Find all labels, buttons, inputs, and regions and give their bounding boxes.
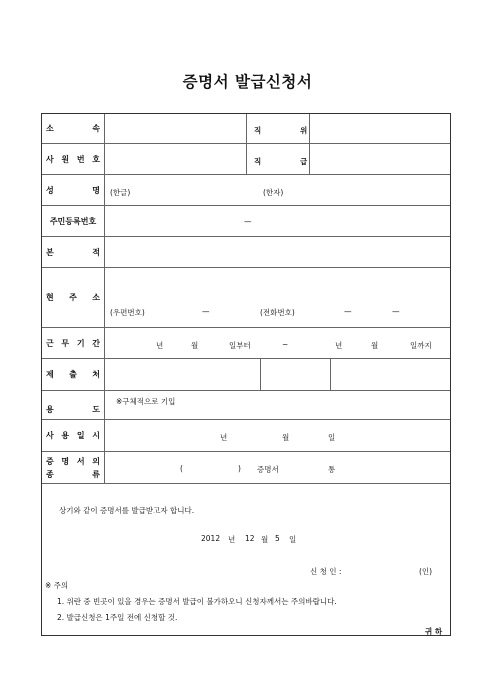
label-affiliation: 소 속	[42, 114, 105, 143]
work-from-day: 일부터	[229, 341, 251, 350]
postal-label: (우편번호)	[110, 308, 145, 317]
use-date-month: 월	[282, 433, 290, 442]
row-work-period	[42, 328, 450, 359]
row-name	[42, 175, 450, 206]
row-domicile	[42, 237, 450, 268]
label-submit-to: 제 출 처	[42, 359, 105, 390]
date-day-unit: 일	[289, 535, 297, 544]
cert-paren-close: )	[238, 464, 241, 473]
label-use-date: 사 용 일 시	[42, 420, 105, 451]
use-date-year: 년	[220, 433, 228, 442]
work-from-year: 년	[156, 341, 164, 350]
cert-copies: 통	[328, 465, 336, 474]
work-until-day: 일까지	[410, 341, 432, 350]
postal-dash: —	[202, 307, 210, 316]
row-use-date	[42, 420, 450, 452]
work-from-month: 월	[191, 341, 199, 350]
notice-head: ※ 주의	[45, 581, 69, 590]
label-name: 성 명	[42, 175, 105, 205]
label-position-a: 직	[254, 126, 262, 135]
page-title: 증명서 발급신청서	[182, 73, 313, 91]
row-address	[42, 268, 450, 328]
row-submit-to	[42, 359, 450, 391]
date-month-unit: 월	[261, 535, 269, 544]
notice-1: 1. 위란 중 빈곳이 있을 경우는 증명서 발급이 불가하오니 신청자께서는 주의바랍니다.	[57, 597, 337, 606]
row-affiliation	[42, 114, 450, 144]
phone-dash-1: —	[344, 307, 352, 316]
date-year-unit: 년	[228, 535, 236, 544]
date-month: 12	[245, 534, 255, 543]
phone-label: (전화번호)	[260, 308, 295, 317]
label-work-period: 근 무 기 간	[42, 328, 105, 358]
phone-dash-2: —	[392, 307, 400, 316]
name-korean-label: (한글)	[110, 188, 131, 197]
notice-2: 2. 발급신청은 1주일 전에 신청할 것.	[57, 613, 178, 622]
cert-paren-open: (	[180, 464, 183, 473]
row-cert-type	[42, 452, 450, 484]
cert-label: 증명서	[257, 465, 279, 474]
request-text: 상기와 같이 증명서를 발급받고자 합니다.	[59, 506, 195, 515]
use-date-day: 일	[328, 433, 336, 442]
name-hanja-label: (한자)	[263, 188, 284, 197]
work-until-month: 월	[371, 341, 379, 350]
date-day: 5	[275, 534, 280, 543]
label-grade-a: 직	[254, 157, 262, 166]
seal-label: (인)	[419, 567, 433, 576]
label-purpose: 용 도	[42, 391, 105, 419]
application-form	[41, 113, 451, 636]
row-purpose	[42, 391, 450, 420]
row-resident-no	[42, 206, 450, 237]
label-domicile: 본 적	[42, 237, 105, 267]
label-address: 현 주 소	[42, 268, 105, 327]
row-employee-no	[42, 144, 450, 175]
resident-no-dash: —	[244, 217, 252, 226]
work-until-year: 년	[335, 341, 343, 350]
applicant-label: 신 청 인 :	[310, 567, 342, 576]
addressee: 귀 하	[425, 627, 443, 636]
date-year: 2012	[201, 534, 221, 543]
label-grade-b: 급	[300, 157, 308, 166]
label-employee-no: 사 원 번 호	[42, 144, 105, 174]
work-tilde: ~	[282, 340, 289, 349]
label-cert-type: 증 명 서 의 종 류	[42, 452, 105, 483]
purpose-note: ※구체적으로 기입	[116, 397, 176, 406]
label-position-b: 위	[300, 126, 308, 135]
label-resident-no: 주민등록번호	[42, 206, 105, 236]
